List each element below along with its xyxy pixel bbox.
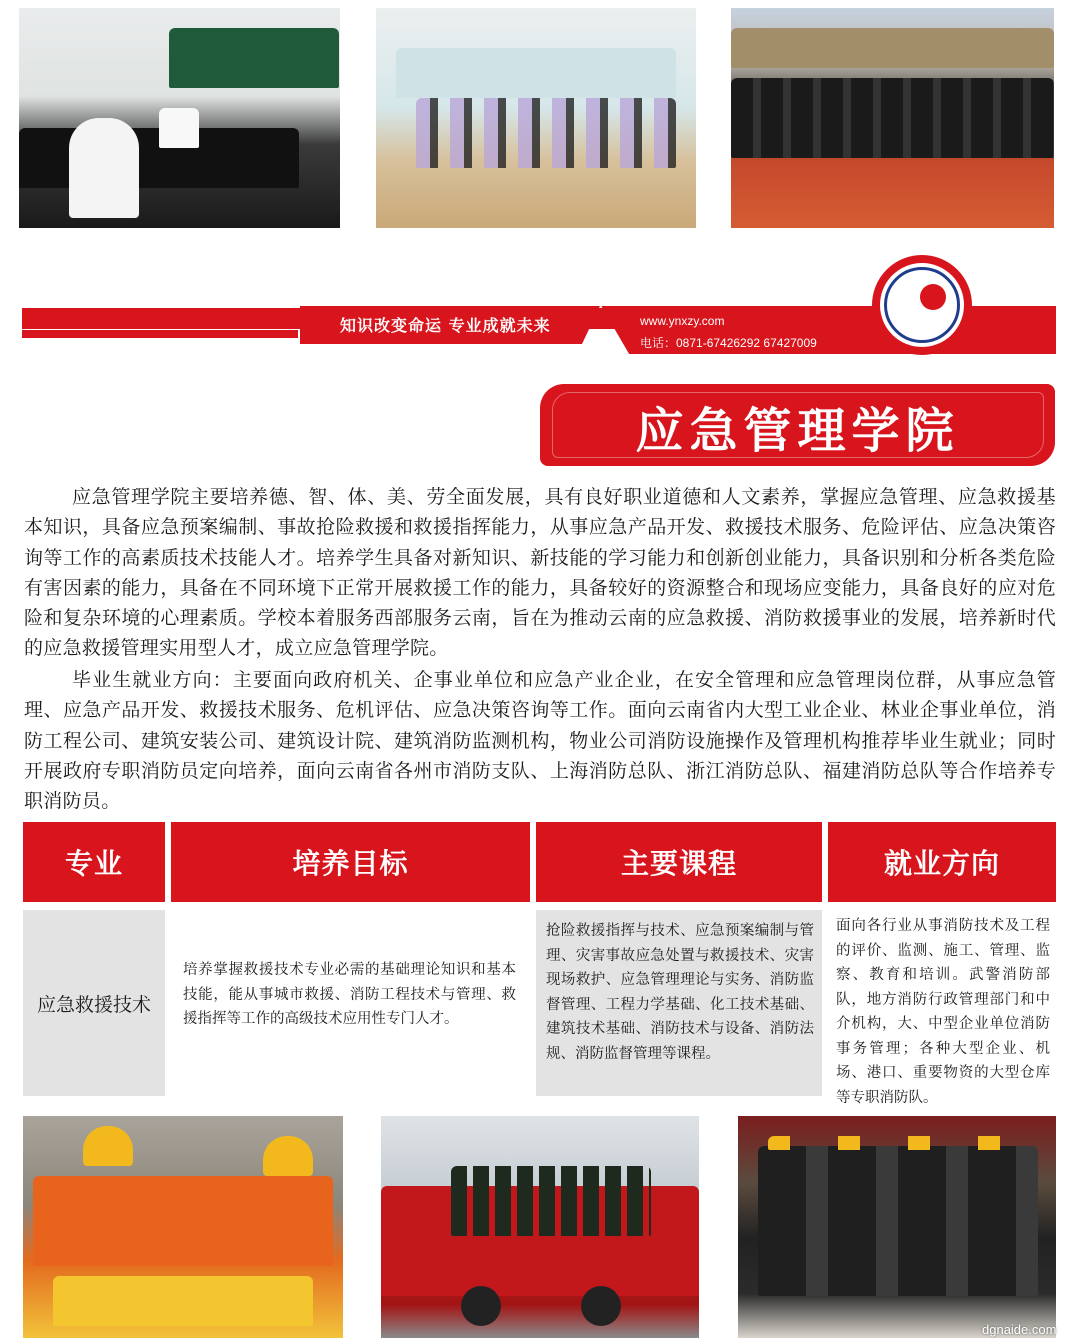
photo-fire-truck xyxy=(381,1116,699,1338)
logo-emblem-icon xyxy=(920,284,946,310)
table-cell-career: 面向各行业从事消防技术及工程的评价、监测、施工、管理、监察、教育和培训。武警消防部队，地方消防行政管理部门和中介机构，大、中型企业单位消防事务管理；各种大型企业、机场、港口、重要物资的大型仓库等专职消防队。 xyxy=(828,910,1056,1096)
slogan-text: 知识改变命运 专业成就未来 xyxy=(340,316,551,335)
windows xyxy=(396,48,676,98)
helmet xyxy=(263,1136,313,1176)
wheel xyxy=(461,1286,501,1326)
table-cell-major: 应急救援技术 xyxy=(23,910,165,1096)
trainees xyxy=(731,78,1054,158)
intro-paragraph-2: 毕业生就业方向：主要面向政府机关、企事业单位和应急产业企业，在安全管理和应急管理岗位群，从事应急管理、应急产品开发、救援技术服务、危机评估、应急决策咨询等工作。面向云南省内大型工业企业、林业企事业单位，消防工程公司、建筑安装公司、建筑设计院、建筑消防监测机构，物业公司消防设施操作及管理机构推荐毕业生就业；同时开展政府专职消防员定向培养，面向云南省各州市消防支队、上海消防总队、浙江消防总队、福建消防总队等合作培养专职消防员。 xyxy=(24,669,1056,813)
patient xyxy=(53,1276,313,1326)
rescuers xyxy=(33,1176,333,1266)
page-title: 应急管理学院 xyxy=(635,403,960,459)
sheet-music xyxy=(159,108,199,148)
table-header-courses: 主要课程 xyxy=(536,822,822,902)
intro-paragraph-1: 应急管理学院主要培养德、智、体、美、劳全面发展，具有良好职业道德和人文素养，掌握应急管理、应急救援基本知识，具备应急预案编制、事故抢险救援和救援指挥能力，从事应急产品开发、救援技术服务、危险评估、应急决策咨询等工作的高素质技术技能人才。培养学生具备对新知识、新技能的学习能力和创新创业能力，具备识别和分析各类危险有害因素的能力，具备在不同环境下正常开展救援工作的能力，具备较好的资源整合和现场应变能力，具备良好的应对危险和复杂环境的心理素质。学校本着服务西部服务云南，旨在为推动云南的应急救援、消防救援事业的发展，培养新时代的应急救援管理实用型人才，成立应急管理学院。 xyxy=(24,486,1056,660)
photo-piano-classroom xyxy=(19,8,340,228)
table-cell-goal: 培养掌握救援技术专业必需的基础理论知识和基本技能，能从事城市救援、消防工程技术与管理、救援指挥等工作的高级技术应用性专门人才。 xyxy=(171,910,530,1096)
table-header-major: 专业 xyxy=(23,822,165,902)
firefighters xyxy=(451,1166,651,1236)
firefighters-running xyxy=(758,1146,1038,1296)
photo-dance-class xyxy=(376,8,696,228)
photo-outdoor-training xyxy=(731,8,1054,228)
watermark: dgnaide.com xyxy=(982,1322,1057,1337)
phone-number: 电话：0871-67426292 67427009 xyxy=(640,336,817,350)
website-link[interactable]: www.ynxzy.com xyxy=(640,314,725,328)
table-header-goal: 培养目标 xyxy=(171,822,530,902)
photo-rescue-drill xyxy=(23,1116,343,1338)
banner-stripe-thin xyxy=(22,330,298,338)
helmets xyxy=(768,1136,1028,1150)
helmet xyxy=(83,1126,133,1166)
table-cell-courses: 抢险救援指挥与技术、应急预案编制与管理、灾害事故应急处置与救援技术、灾害现场救护、应急管理理论与实务、消防监督管理、工程力学基础、化工技术基础、建筑技术基础、消防技术与设备、消防法规、消防监督管理等课程。 xyxy=(536,910,822,1096)
dancers xyxy=(416,98,676,168)
table-header-career: 就业方向 xyxy=(828,822,1056,902)
photo-firefighter-drill xyxy=(738,1116,1056,1338)
student-figure xyxy=(69,118,139,218)
wheel xyxy=(581,1286,621,1326)
building xyxy=(731,28,1054,68)
blackboard xyxy=(169,28,339,88)
